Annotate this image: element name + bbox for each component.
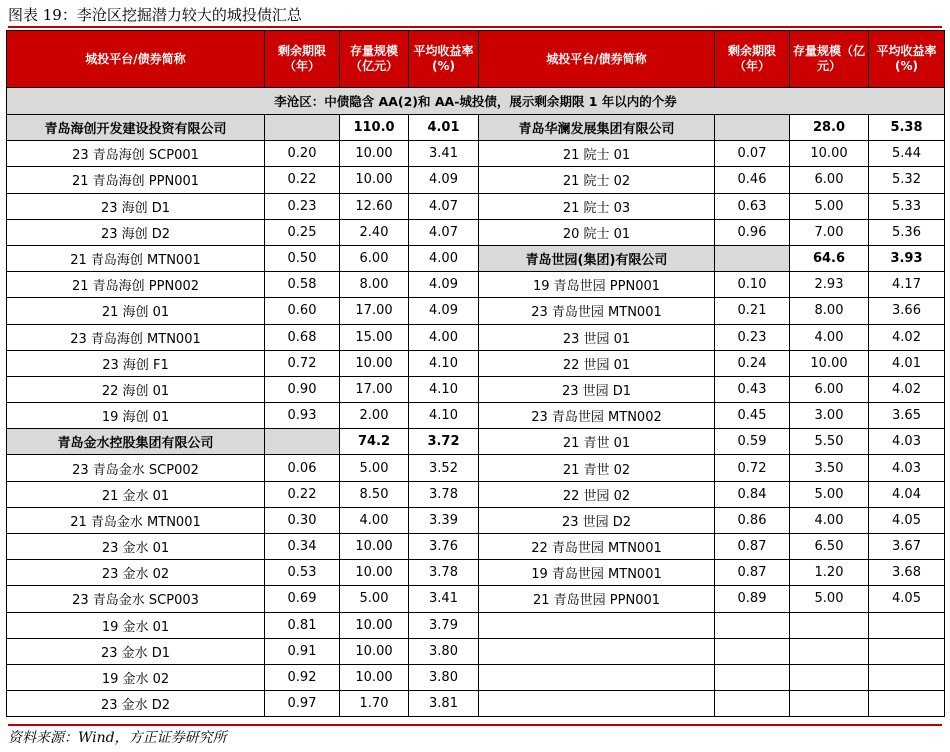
cell-name: 21 院士 03 (479, 193, 715, 219)
cell-yield: 4.07 (409, 193, 479, 219)
cell-yield: 4.04 (869, 481, 945, 507)
cell-size: 110.0 (340, 115, 409, 141)
cell-yield: 4.03 (869, 429, 945, 455)
header-yield-left: 平均收益率(%) (409, 31, 479, 88)
cell-term: 0.43 (715, 376, 790, 402)
cell-size: 8.00 (790, 298, 869, 324)
cell-size: 5.00 (790, 586, 869, 612)
cell-yield: 4.05 (869, 507, 945, 533)
cell-name: 23 金水 D2 (7, 691, 265, 717)
table-row (7, 691, 945, 717)
cell-yield: 3.66 (869, 298, 945, 324)
cell-size: 2.40 (340, 219, 409, 245)
cell-yield: 3.78 (409, 481, 479, 507)
cell-size: 10.00 (340, 534, 409, 560)
cell-yield: 3.68 (869, 560, 945, 586)
cell-size: 6.00 (340, 245, 409, 271)
cell-yield: 4.00 (409, 245, 479, 271)
cell-term: 0.87 (715, 560, 790, 586)
cell-size: 17.00 (340, 298, 409, 324)
cell-yield: 3.78 (409, 560, 479, 586)
cell-yield (869, 664, 945, 690)
cell-name: 23 青岛世园 MTN001 (479, 298, 715, 324)
cell-yield: 3.41 (409, 141, 479, 167)
cell-yield: 3.80 (409, 638, 479, 664)
cell-size: 10.00 (340, 350, 409, 376)
cell-term: 0.87 (715, 534, 790, 560)
cell-name: 19 青岛世园 PPN001 (479, 272, 715, 298)
cell-term: 0.84 (715, 481, 790, 507)
cell-name (479, 612, 715, 638)
cell-yield (869, 691, 945, 717)
cell-yield: 4.03 (869, 455, 945, 481)
cell-yield (869, 612, 945, 638)
cell-size: 15.00 (340, 324, 409, 350)
cell-name: 23 青岛世园 MTN002 (479, 403, 715, 429)
cell-name: 23 世园 D2 (479, 507, 715, 533)
issuer-name: 青岛华澜发展集团有限公司 (479, 115, 715, 141)
header-yield-right: 平均收益率(%) (869, 31, 945, 88)
cell-name: 19 海创 01 (7, 403, 265, 429)
table-row (7, 481, 945, 507)
issuer-name: 青岛世园(集团)有限公司 (479, 245, 715, 271)
cell-size (790, 612, 869, 638)
cell-term: 0.92 (265, 664, 340, 690)
cell-term: 0.46 (715, 167, 790, 193)
table-row (7, 560, 945, 586)
cell-size: 8.50 (340, 481, 409, 507)
cell-yield: 3.80 (409, 664, 479, 690)
cell-size: 10.00 (340, 612, 409, 638)
cell-yield: 4.10 (409, 376, 479, 402)
cell-term: 0.06 (265, 455, 340, 481)
cell-size: 5.00 (790, 193, 869, 219)
cell-name: 23 金水 D1 (7, 638, 265, 664)
cell-size: 10.00 (790, 350, 869, 376)
cell-size: 7.00 (790, 219, 869, 245)
cell-term: 0.23 (265, 193, 340, 219)
cell-term: 0.07 (715, 141, 790, 167)
cell-yield: 4.09 (409, 298, 479, 324)
cell-name: 21 青岛海创 MTN001 (7, 245, 265, 271)
table-row (7, 612, 945, 638)
cell-term: 0.72 (715, 455, 790, 481)
cell-term (715, 638, 790, 664)
cell-term: 0.53 (265, 560, 340, 586)
cell-term: 0.45 (715, 403, 790, 429)
cell-name: 21 青岛金水 MTN001 (7, 507, 265, 533)
cell-name: 23 世园 01 (479, 324, 715, 350)
cell-yield: 3.72 (409, 429, 479, 455)
cell-yield: 4.09 (409, 167, 479, 193)
cell-size: 12.60 (340, 193, 409, 219)
cell-name (479, 638, 715, 664)
cell-yield: 3.67 (869, 534, 945, 560)
header-size-right: 存量规模（亿元） (790, 31, 869, 88)
cell-size: 5.00 (790, 481, 869, 507)
cell-yield: 5.33 (869, 193, 945, 219)
note-row (7, 88, 945, 115)
cell-size: 64.6 (790, 245, 869, 271)
issuer-name: 青岛海创开发建设投资有限公司 (7, 115, 265, 141)
cell-yield: 4.01 (869, 350, 945, 376)
table-row (7, 507, 945, 533)
table-row (7, 534, 945, 560)
cell-name: 21 金水 01 (7, 481, 265, 507)
cell-term (715, 245, 790, 271)
cell-yield: 5.44 (869, 141, 945, 167)
cell-name: 19 金水 01 (7, 612, 265, 638)
cell-term (715, 612, 790, 638)
cell-term: 0.90 (265, 376, 340, 402)
cell-name: 22 青岛世园 MTN001 (479, 534, 715, 560)
cell-yield: 4.07 (409, 219, 479, 245)
cell-name: 23 青岛金水 SCP002 (7, 455, 265, 481)
cell-size: 5.00 (340, 455, 409, 481)
cell-name: 19 青岛世园 MTN001 (479, 560, 715, 586)
table-row (7, 455, 945, 481)
table-row (7, 403, 945, 429)
table-row (7, 272, 945, 298)
cell-term (715, 115, 790, 141)
cell-size: 6.50 (790, 534, 869, 560)
cell-term: 0.22 (265, 481, 340, 507)
cell-yield: 4.09 (409, 272, 479, 298)
cell-term: 0.22 (265, 167, 340, 193)
cell-term: 0.34 (265, 534, 340, 560)
cell-size: 2.00 (340, 403, 409, 429)
cell-size: 5.50 (790, 429, 869, 455)
cell-term: 0.96 (715, 219, 790, 245)
cell-name: 21 青岛世园 PPN001 (479, 586, 715, 612)
cell-name: 22 世园 02 (479, 481, 715, 507)
cell-name: 23 金水 01 (7, 534, 265, 560)
cell-yield: 3.65 (869, 403, 945, 429)
cell-name: 23 青岛海创 MTN001 (7, 324, 265, 350)
cell-name: 21 青岛海创 PPN002 (7, 272, 265, 298)
cell-name: 23 海创 D1 (7, 193, 265, 219)
cell-size: 2.93 (790, 272, 869, 298)
cell-term: 0.89 (715, 586, 790, 612)
cell-size: 5.00 (340, 586, 409, 612)
cell-yield: 5.36 (869, 219, 945, 245)
header-row (7, 31, 945, 88)
cell-term: 0.23 (715, 324, 790, 350)
cell-term: 0.10 (715, 272, 790, 298)
cell-name: 23 青岛海创 SCP001 (7, 141, 265, 167)
header-term-left: 剩余期限（年） (265, 31, 340, 88)
cell-name: 23 世园 D1 (479, 376, 715, 402)
source-note: 资料来源：Wind，方正证券研究所 (8, 724, 942, 750)
cell-term: 0.21 (715, 298, 790, 324)
cell-term: 0.59 (715, 429, 790, 455)
cell-yield: 3.76 (409, 534, 479, 560)
cell-size: 17.00 (340, 376, 409, 402)
cell-term: 0.68 (265, 324, 340, 350)
table-row (7, 298, 945, 324)
table-row (7, 376, 945, 402)
cell-size: 1.20 (790, 560, 869, 586)
table-row (7, 115, 945, 141)
cell-name (479, 664, 715, 690)
cell-yield: 3.81 (409, 691, 479, 717)
table-row (7, 664, 945, 690)
cell-size (790, 691, 869, 717)
cell-yield: 4.10 (409, 350, 479, 376)
cell-name: 23 青岛金水 SCP003 (7, 586, 265, 612)
cell-term: 0.50 (265, 245, 340, 271)
cell-term: 0.58 (265, 272, 340, 298)
cell-yield: 3.39 (409, 507, 479, 533)
cell-term (265, 429, 340, 455)
issuer-name: 青岛金水控股集团有限公司 (7, 429, 265, 455)
header-size-left: 存量规模（亿元） (340, 31, 409, 88)
cell-yield: 4.02 (869, 376, 945, 402)
cell-name: 23 海创 D2 (7, 219, 265, 245)
cell-term (715, 691, 790, 717)
cell-name: 21 青世 01 (479, 429, 715, 455)
cell-size: 10.00 (340, 167, 409, 193)
cell-yield (869, 638, 945, 664)
cell-size: 10.00 (340, 638, 409, 664)
cell-term: 0.86 (715, 507, 790, 533)
cell-term: 0.25 (265, 219, 340, 245)
cell-yield: 3.52 (409, 455, 479, 481)
table-row (7, 429, 945, 455)
cell-term (715, 664, 790, 690)
cell-name: 20 院士 01 (479, 219, 715, 245)
cell-term: 0.24 (715, 350, 790, 376)
cell-yield: 4.00 (409, 324, 479, 350)
cell-size: 3.00 (790, 403, 869, 429)
cell-size (790, 638, 869, 664)
table-row (7, 167, 945, 193)
cell-term: 0.69 (265, 586, 340, 612)
cell-term: 0.30 (265, 507, 340, 533)
figure-title: 图表 19：李沧区挖掘潜力较大的城投债汇总 (8, 4, 942, 28)
table-row (7, 638, 945, 664)
table-row (7, 324, 945, 350)
header-name-right: 城投平台/债券简称 (479, 31, 715, 88)
cell-name: 23 金水 02 (7, 560, 265, 586)
cell-term: 0.81 (265, 612, 340, 638)
cell-term: 0.91 (265, 638, 340, 664)
table-row (7, 245, 945, 271)
table-row (7, 350, 945, 376)
cell-term: 0.97 (265, 691, 340, 717)
cell-name: 21 院士 01 (479, 141, 715, 167)
cell-name: 21 院士 02 (479, 167, 715, 193)
cell-yield: 5.38 (869, 115, 945, 141)
cell-name: 21 海创 01 (7, 298, 265, 324)
cell-name: 22 世园 01 (479, 350, 715, 376)
cell-size: 10.00 (340, 560, 409, 586)
table-row (7, 219, 945, 245)
cell-size: 3.50 (790, 455, 869, 481)
cell-term: 0.20 (265, 141, 340, 167)
cell-size: 10.00 (790, 141, 869, 167)
bond-table (6, 30, 945, 717)
cell-size: 74.2 (340, 429, 409, 455)
cell-term: 0.60 (265, 298, 340, 324)
cell-size: 4.00 (790, 324, 869, 350)
cell-size: 6.00 (790, 376, 869, 402)
header-term-right: 剩余期限（年） (715, 31, 790, 88)
cell-term (265, 115, 340, 141)
cell-term: 0.72 (265, 350, 340, 376)
table-row (7, 141, 945, 167)
cell-size (790, 664, 869, 690)
cell-yield: 4.05 (869, 586, 945, 612)
note-text: 李沧区：中债隐含 AA(2)和 AA-城投债，展示剩余期限 1 年以内的个券 (7, 88, 945, 115)
table-row (7, 586, 945, 612)
cell-yield: 4.17 (869, 272, 945, 298)
cell-term: 0.93 (265, 403, 340, 429)
cell-size: 10.00 (340, 664, 409, 690)
cell-yield: 5.32 (869, 167, 945, 193)
table-row (7, 193, 945, 219)
cell-yield: 4.01 (409, 115, 479, 141)
cell-name: 22 海创 01 (7, 376, 265, 402)
cell-size: 4.00 (790, 507, 869, 533)
cell-yield: 3.79 (409, 612, 479, 638)
cell-size: 10.00 (340, 141, 409, 167)
cell-size: 6.00 (790, 167, 869, 193)
cell-yield: 4.02 (869, 324, 945, 350)
cell-yield: 3.41 (409, 586, 479, 612)
cell-name: 23 海创 F1 (7, 350, 265, 376)
cell-name: 21 青世 02 (479, 455, 715, 481)
cell-name: 21 青岛海创 PPN001 (7, 167, 265, 193)
cell-size: 1.70 (340, 691, 409, 717)
cell-size: 4.00 (340, 507, 409, 533)
cell-size: 28.0 (790, 115, 869, 141)
cell-size: 8.00 (340, 272, 409, 298)
cell-term: 0.63 (715, 193, 790, 219)
cell-name: 19 金水 02 (7, 664, 265, 690)
cell-name (479, 691, 715, 717)
header-name-left: 城投平台/债券简称 (7, 31, 265, 88)
cell-yield: 4.10 (409, 403, 479, 429)
cell-yield: 3.93 (869, 245, 945, 271)
